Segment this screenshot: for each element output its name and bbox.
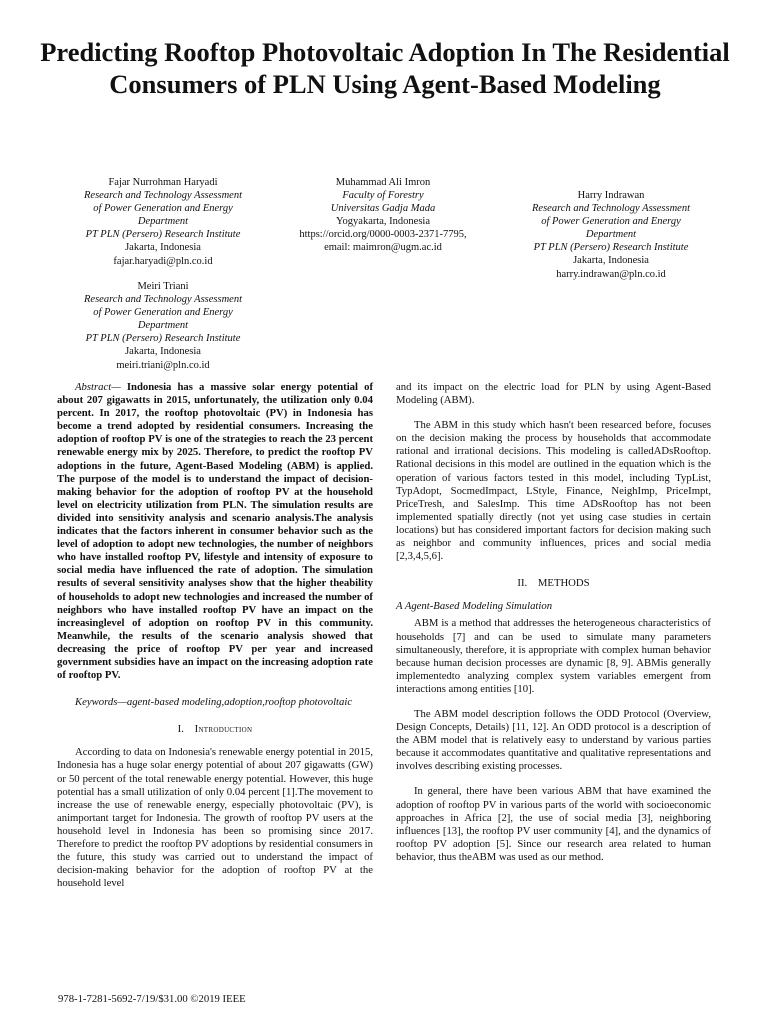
section-heading-methods (396, 577, 711, 590)
copyright-footer: 978-1-7281-5692-7/19/$31.00 ©2019 IEEE (58, 993, 246, 1005)
author-affiliation: of Power Generation and Energy (93, 203, 233, 215)
paper-title: Predicting Rooftop Photovoltaic Adoption In The Residential Consumers of PLN Using Agent-Based Modeling (40, 37, 730, 99)
author-name: Meiri Triani (137, 281, 189, 292)
subsection-heading: A Agent-Based Modeling Simulation (396, 600, 553, 613)
intro-paragraph-1-continued: and its impact on the electric load for PLN by using Agent-Based Modeling (ABM). (396, 381, 711, 407)
author-location: Jakarta, Indonesia (125, 346, 201, 358)
author-email: email: maimron@ugm.ac.id (324, 242, 442, 254)
right-column (396, 381, 711, 876)
author-block-3 (504, 189, 718, 281)
section-title: METHODS (537, 577, 590, 590)
author-affiliation: Research and Technology Assessment (84, 190, 242, 202)
author-block-4 (58, 280, 268, 372)
author-block-2 (283, 176, 483, 255)
abstract-text: Indonesia has a massive solar energy potential of about 207 gigawatts in 2015, unfortunately, the utilization only 0.04 percent. In 2017, the rooftop photovoltaic (PV) in Indonesia has become a trend adopted by residential consumers. Increasing the adoption of rooftop PV is one of the strategies to reach the 23 percent renewable energy mix by 2025. Therefore, to predict the rooftop PV adoptions in the future, Agent-Based Modeling (ABM) is applied. The purpose of the model is to understand the impact of decision-making behavior for the adoption of rooftop PV at the household level on electricity utilization from PLN. The simulation results are divided into sensitivity analysis and scenario analysis.The analysis indicates that the factors inherent in consumer behavior such as the level of adoption to adopt new technologies, the number of neighbors who have installed rooftop PV, lifestyle and intensity of exposure to social media have influenced the rate of adoption. The simulation results of several sensitivity analyses show that the higher theability of households to adopt new technologies and increased the number of neighbors who have installed rooftop PV have an impact on the increasinglevel of adoption on rooftop PV in this community. Meanwhile, the results of the scenario analysis showed that decreasing the price of rooftop PV per year and increased government subsidies have an impact on the increasing adoption rate of rooftop PV. (57, 381, 373, 682)
section-number: I. (177, 723, 184, 736)
abstract-label: Abstract— (75, 381, 121, 393)
author-orcid: https://orcid.org/0000-0003-2371-7795, (299, 229, 467, 241)
abstract (57, 381, 373, 682)
author-affiliation: Department (585, 229, 637, 241)
author-email: meiri.triani@pln.co.id (116, 359, 210, 371)
author-affiliation: PT PLN (Persero) Research Institute (533, 242, 689, 254)
author-affiliation: of Power Generation and Energy (541, 216, 681, 228)
author-block-1 (58, 176, 268, 268)
intro-paragraph-1: According to data on Indonesia's renewable energy potential in 2015, Indonesia has a huge solar energy potential of about 207 gigawatts (GW) or 50 percent of the total renewable energy potential. However, this huge potential has a small utilization of only 0.04 percent [1].The movement to increase the use of renewable energy, especially photovoltaic (PV), is animportant target for Indonesia. The growth of rooftop PV users at the household level in Indonesia has been so promising since 2017. Therefore to predict the rooftop PV adoptions by residential consumers in the future, this study was carried out to understand the impact of decision-making behavior for the adoption of rooftop PV at the household level (57, 746, 373, 890)
author-name: Harry Indrawan (577, 190, 645, 201)
keywords: Keywords—agent-based modeling,adoption,rooftop photovoltaic (75, 696, 353, 709)
author-email: harry.indrawan@pln.co.id (556, 268, 666, 280)
author-affiliation: Faculty of Forestry (342, 190, 424, 202)
left-column (57, 381, 373, 902)
methods-paragraph-3: In general, there have been various ABM that have examined the adoption of rooftop PV in various parts of the world with socioeconomic approaches in Africa [2], the use of social media [3], neighboring influences [13], the rooftop PV user community [4], and the dynamics of rooftop PV adoption [5]. Since our research area related to human behavior, thus theABM was used as our method. (396, 785, 711, 863)
section-heading-introduction (57, 723, 373, 736)
author-affiliation: PT PLN (Persero) Research Institute (85, 333, 241, 345)
author-name: Fajar Nurrohman Haryadi (108, 177, 218, 188)
author-location: Jakarta, Indonesia (125, 242, 201, 254)
author-affiliation: of Power Generation and Energy (93, 307, 233, 319)
author-affiliation: Universitas Gadja Mada (330, 203, 436, 215)
author-affiliation: Research and Technology Assessment (84, 294, 242, 306)
author-location: Jakarta, Indonesia (573, 255, 649, 267)
author-affiliation: PT PLN (Persero) Research Institute (85, 229, 241, 241)
author-email: fajar.haryadi@pln.co.id (113, 255, 213, 267)
intro-paragraph-2: The ABM in this study which hasn't been researced before, focuses on the decision making the process by households that accommodate rational and irrational decisions. This modeling is calledADsRooftop. Rational decisions in this model are outlined in the equation which is the operation of various factors tested in this model, including TypList, TypAdopt, SocmedImpact, LStyle, Finance, NeighImp, PriceImpt, PriceTresh, and SalesImp. This time ADsRooftop has not been implemented spatially directly (not yet using case studies in certain locations) but has considered important factors for decision making such as neighbor and community influences, prices and social media [2,3,4,5,6]. (396, 419, 711, 563)
methods-paragraph-1: ABM is a method that addresses the heterogeneous characteristics of households [7] and can be used to simulate many parameters simultaneously, therefore, it is appropriate with complex human behavior because human decision processes are dynamic [8, 9]. ABMis generally implementedto analyzing complex system variables emergent from interactions among entities [10]. (396, 617, 711, 695)
author-affiliation: Department (137, 320, 189, 332)
methods-paragraph-2: The ABM model description follows the ODD Protocol (Overview, Design Concepts, Details) [11, 12]. An ODD protocol is a description of the ABM model that is relatively easy to understand by various parties because it accommodates quantitative and qualitative representations and involves describing existing processes. (396, 707, 711, 773)
section-title: Introduction (194, 723, 253, 736)
section-number: II. (517, 577, 528, 590)
author-affiliation: Department (137, 216, 189, 228)
author-name: Muhammad Ali Imron (335, 177, 431, 188)
author-location: Yogyakarta, Indonesia (336, 216, 430, 228)
author-affiliation: Research and Technology Assessment (532, 203, 690, 215)
